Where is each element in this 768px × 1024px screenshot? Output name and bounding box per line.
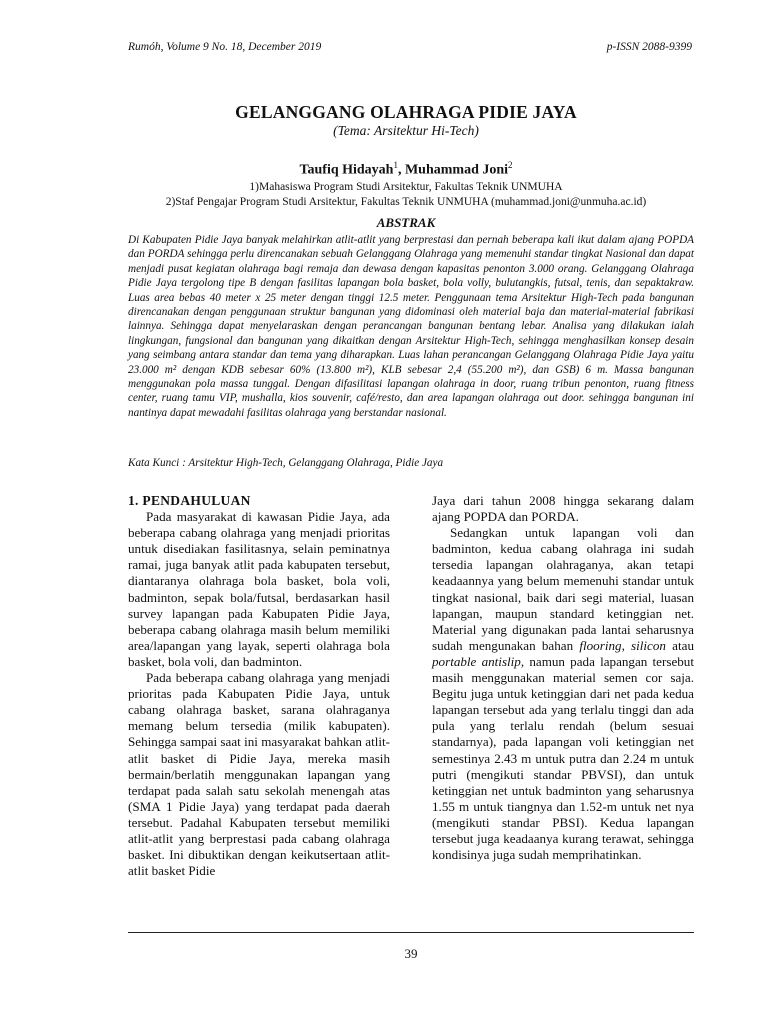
italic-term: silicon: [631, 637, 666, 653]
paragraph-text: atau: [665, 637, 694, 653]
page-number: 39: [404, 946, 418, 961]
author-name: Muhammad Joni: [404, 162, 509, 178]
abstract-text: Di Kabupaten Pidie Jaya banyak melahirkan atlit-atlit yang berprestasi dan pernah beberapa kali ikut dalam ajang POPDA dan PORDA sehingga perlu direncanakan sebuah Gelanggang Olahraga yang memenuhi standar tingkat Nasional dan dapat menjadi pusat kegiatan olahraga bagi remaja dan dewasa dengan kapasitas penonton 3.000 orang. Gelanggang Olahraga Pidie Jaya tergolong tipe B dengan fasilitas lapangan bola basket, bola volly, bulutangkis, futsal, tenis, dan sepaktakraw. Luas area bebas 40 meter x 25 meter dengan tinggi 12.5 meter. Penggunaan tema Arsitektur High-Tech pada bangunan direncanakan dengan penggunaan struktur bangunan yang didominasi oleh material baja dan material-material fabrikasi lainnya. Sehingga dapat menyelaraskan dengan perancangan bangunan bentang lebar. Analisa yang dilakukan ialah lingkungan, fungsional dan bangunan yang dikaitkan dengan Arsitektur High-Tech, sehingga menghasilkan konsep desain yang seimbang antara standar dan tema yang diharapkan. Luas lahan perancangan Gelanggang Olahraga Pidie Jaya yaitu 23.000 m² dengan KDB sebesar 60% (13.800 m²), KLB sebesar 2,4 (55.200 m²), dan GSB) 6 m. Massa bangunan menggunakan pola massa tunggal. Dengan difasilitasi lapangan olahraga in door, ruang tribun penonton, ruang fitness center, ruang tamu VIP, mushalla, kios souvenir, café/resto, dan area lapangan olahraga out door. sehingga bangunan ini nantinya dapat mewadahi fasilitas olahraga yang berstandar nasional.: [128, 234, 694, 419]
body-paragraph: Pada beberapa cabang olahraga yang menjadi prioritas pada Kabupaten Pidie Jaya, untuk cabang olahraga basket, sarana olahraganya memang belum tersedia (milik kabupaten). Sehingga sampai saat ini masyarakat bahkan atlit-atlit basket di Pidie Jaya, mereka masih bermain/berlatih menggunakan lapangan yang terdapat pada salah satu sekolah menengah atas (SMA 1 Pidie Jaya) yang terdapat pada daerah tersebut. Padahal Kabupaten tersebut memiliki atlit-atlit yang berprestasi pada cabang olahraga basket. Ini dibuktikan dengan keikutsertaan atlit-atlit basket Pidie: [128, 670, 390, 879]
body-paragraph: Pada masyarakat di kawasan Pidie Jaya, ada beberapa cabang olahraga yang menjadi prioritas untuk disediakan fasilitasnya, selain peminatnya ramai, juga banyak atlit pada kabupaten tersebut, diantaranya olahraga bola basket, bola voli, badminton, sepak bola/futsal, berdasarkan hasil survey lapangan pada Kabupaten Pidie Jaya, beberapa cabang olahraga masih belum memiliki area/lapangan yang layak, seperti olahraga bola basket, bola voli, dan badminton.: [128, 509, 390, 669]
section-heading: 1. PENDAHULUAN: [128, 493, 251, 508]
paper-title: GELANGGANG OLAHRAGA PIDIE JAYA: [235, 102, 577, 122]
right-column: [432, 493, 694, 863]
left-column: [128, 493, 390, 879]
paragraph-text: , namun pada lapangan tersebut masih menggunakan material semen cor saja. Begitu juga untuk ketinggian dari net pada kedua lapangan tersebut ada yang terlalu tinggi dan ada pula yang terlalu rendah (belum sesuai standarnya), pada lapangan voli ketinggian net semestinya 2.43 m untuk putra dan 2.24 m untuk putri (mengikuti standar PBVSI), dan untuk ketinggian net untuk badminton yang seharusnya 1.55 m untuk tiangnya dan 1.52-m untuk net nya (mengikuti standar PBSI). Kedua lapangan tersebut juga keadaanya kurang terawat, sehingga kondisinya juga sudah memprihatinkan.: [432, 653, 694, 863]
abstract-heading: ABSTRAK: [376, 215, 436, 230]
footer-rule: [128, 932, 694, 933]
paper-subtitle: (Tema: Arsitektur Hi-Tech): [333, 123, 479, 138]
affiliation: 2)Staf Pengajar Program Studi Arsitektur, Fakultas Teknik UNMUHA (muhammad.joni@unmuha.ac.id): [165, 195, 647, 208]
body-paragraph-continuation: Jaya dari tahun 2008 hingga sekarang dalam ajang POPDA dan PORDA.: [432, 493, 694, 525]
author-separator: ,: [397, 162, 405, 178]
body-paragraph: [432, 525, 694, 863]
author-affiliation-mark: 1: [393, 160, 398, 170]
title-block: [120, 102, 692, 210]
italic-term: flooring: [579, 637, 622, 653]
author-name: Taufiq Hidayah: [299, 162, 394, 178]
issn: p-ISSN 2088-9399: [606, 41, 692, 53]
keywords: Kata Kunci : Arsitektur High-Tech, Gelanggang Olahraga, Pidie Jaya: [128, 457, 444, 469]
paragraph-text: ,: [621, 637, 632, 653]
journal-citation: Rumóh, Volume 9 No. 18, December 2019: [128, 41, 322, 53]
affiliation: 1)Mahasiswa Program Studi Arsitektur, Fakultas Teknik UNMUHA: [249, 180, 563, 193]
author-affiliation-mark: 2: [508, 160, 513, 170]
paragraph-text: Sedangkan untuk lapangan voli dan badminton, kedua cabang olahraga ini sudah tersedia lapangan olahraganya, akan tetapi keadaannya yang belum memenuhi standar untuk tingkat nasional, baik dari segi material, luasan lapangan, maupun standard ketinggian net. Material yang digunakan pada lantai seharusnya sudah mengunakan bahan: [432, 525, 694, 653]
italic-term: portable antislip: [432, 653, 521, 669]
author-line: [120, 156, 692, 180]
running-header: [128, 41, 692, 53]
